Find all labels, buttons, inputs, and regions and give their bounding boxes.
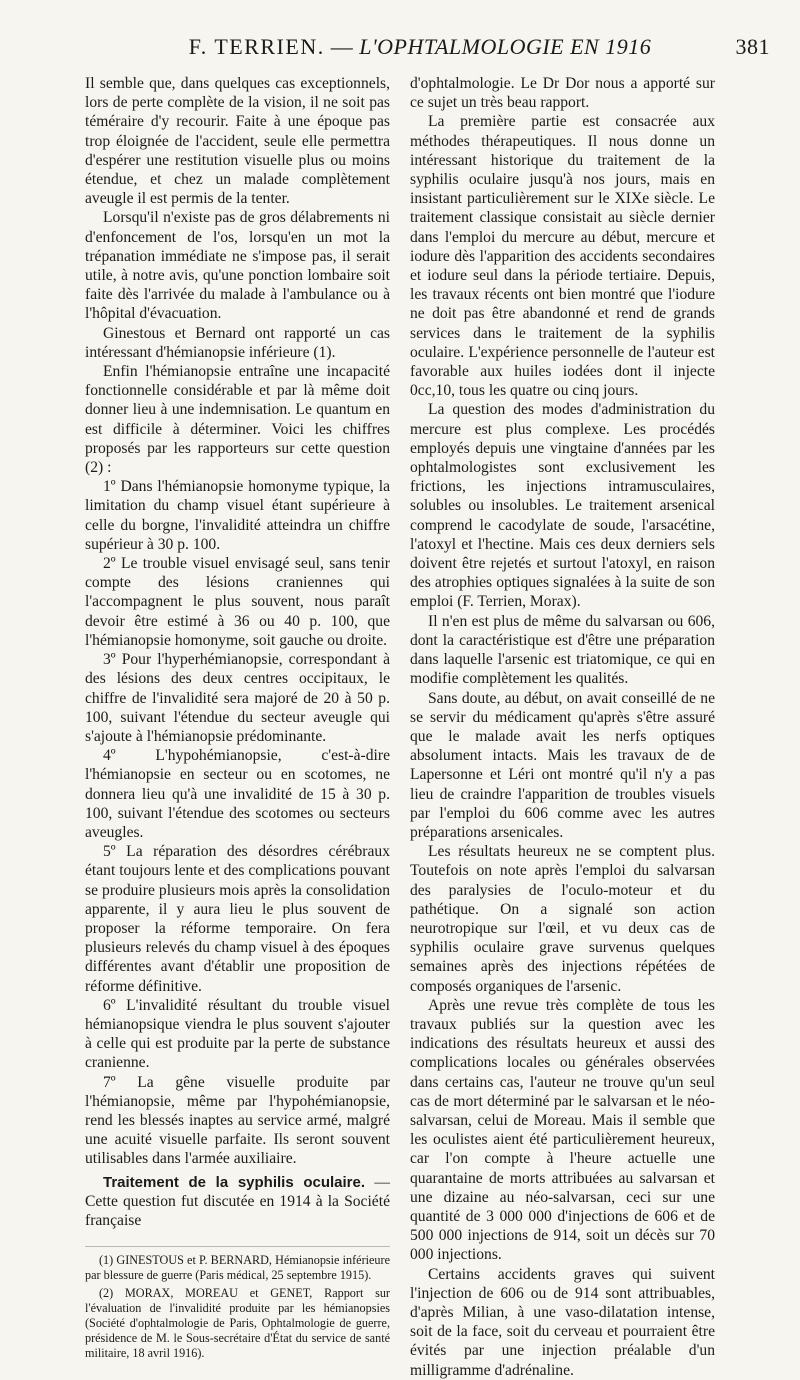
section-text: Cette question fut discutée en 1914 à la Société française <box>85 1192 390 1229</box>
header-dash: — <box>330 34 354 59</box>
paragraph: Ginestous et Bernard ont rapporté un cas intéressant d'hémianopsie inférieure (1). <box>85 324 390 361</box>
list-item: 4º L'hypohémianopsie, c'est-à-dire l'hémianopsie en secteur ou en scotomes, ne donnera lieu qu'à une invalidité de 15 à 30 p. 100, suivant l'étendue des scotomes ou secteurs aveugles. <box>85 747 390 841</box>
paragraph: Certains accidents graves qui suivent l'injection de 606 ou de 914 sont attribuables, d'après Milian, à une vaso-dilatation intense, soit de la face, soit du cerveau et pourraient être évités par une injection préalable d'un milligramme d'adrénaline. <box>410 1265 715 1379</box>
paragraph: Après une revue très complète de tous les travaux publiés sur la question avec les indications des résultats heureux et aussi des complications locales ou générales observées dans certains cas, l'auteur ne trouve qu'un seul cas de mort déterminé par le salvarsan et le néo-salvarsan, celui de Moreau. Mais il semble que les oculistes aient été particulièrement heureux, car l'on compte à l'heure actuelle une quarantaine de morts attribuées au salvarsan et une dizaine au néo-salvarsan, ceci sur une quantité de 3 000 000 d'injections de 606 et de 500 000 injections de 914, soit un décès sur 70 000 injections. <box>410 996 715 1264</box>
paragraph: d'ophtalmologie. Le Dr Dor nous a apporté sur ce sujet un très beau rapport. <box>410 75 715 112</box>
right-column <box>410 74 715 1380</box>
left-column <box>85 74 390 1364</box>
list-item: 2º Le trouble visuel envisagé seul, sans tenir compte des lésions craniennes qui l'accompagnent le plus souvent, nous paraît devoir être estimé à 36 ou 40 p. 100, que l'hémianopsie homonyme, soit gauche ou droite. <box>85 555 390 649</box>
list-item: 7º La gêne visuelle produite par l'hémianopsie, même par l'hypohémianopsie, rend les blessés inaptes au service armé, malgré une acuité visuelle parfaite. Ils seront souvent utilisables dans l'armée auxiliaire. <box>85 1073 390 1168</box>
footnote: (1) GINESTOUS et P. BERNARD, Hémianopsie inférieure par blessure de guerre (Paris médical, 25 septembre 1915). <box>85 1253 390 1283</box>
section-heading: Traitement de la syphilis oculaire. <box>103 1173 366 1191</box>
header-author: F. TERRIEN. <box>188 34 325 59</box>
paragraph: Il semble que, dans quelques cas exceptionnels, lors de perte complète de la vision, il ne soit pas téméraire d'y recourir. Faite à une époque pas trop éloignée de l'accident, seule elle permettra d'espérer une restitution visuelle plus ou moins étendue, et chez un malade complètement aveugle il est permis de la tenter. <box>85 75 390 208</box>
list-item: 6º L'invalidité résultant du trouble visuel hémianopsique viendra le plus souvent s'ajouter à celle qui est produite par la perte de substance cranienne. <box>85 996 390 1072</box>
paragraph: La question des modes d'administration du mercure est plus complexe. Les procédés employés depuis une vingtaine d'années par les ophtalmologistes sont exclusivement les frictions, les injections intramusculaires, solubles ou insolubles. Le traitement arsenical comprend le cacodylate de soude, l'arsacétine, l'atoxyl et l'hectine. Mais ces deux derniers sels doivent être rejetés et surtout l'atoxyl, en raison des atrophies optiques signalées à la suite de son emploi (F. Terrien, Morax). <box>410 401 715 611</box>
header-title <box>70 34 770 60</box>
paragraph: Les résultats heureux ne se comptent plus. Toutefois on note après l'emploi du salvarsan des paralysies de l'oculo-moteur et du pathétique. On a signalé son action neurotropique sur l'œil, et vu deux cas de syphilis oculaire grave survenus quelques semaines après des injections répétées de composés organiques de l'arsenic. <box>410 843 715 995</box>
footnote: (2) MORAX, MOREAU et GENET, Rapport sur l'évaluation de l'invalidité produite par les hémianopsies (Société d'ophtalmologie de Paris, Ophtalmologie de guerre, présidence de M. le Sous-secrétaire d'État du service de santé militaire, 18 avril 1916). <box>85 1285 390 1361</box>
header-subject: L'OPHTALMOLOGIE EN 1916 <box>359 34 652 59</box>
paragraph: La première partie est consacrée aux méthodes thérapeutiques. Il nous donne un intéressant historique du traitement de la syphilis oculaire jusqu'à nos jours, mais en insistant particulièrement sur le XIXe siècle. Le traitement classique consistait au siècle dernier dans l'emploi du mercure au début, mercure et iodure dès l'apparition des accidents secondaires et iodure seul dans la période tertiaire. Depuis, les travaux récents ont bien montré que l'iodure ne doit pas être abandonné et rend de grands services dans le traitement de la syphilis oculaire. L'expérience personnelle de l'auteur est favorable aux huiles iodées dont il injecte 0cc,10, tous les quatre ou cinq jours. <box>410 113 715 400</box>
paragraph: Sans doute, au début, on avait conseillé de ne se servir du médicament qu'après s'être assuré que le malade avait les nerfs optiques absolument intacts. Mais les travaux de de Lapersonne et Léri ont montré qu'il n'y a pas lieu de craindre l'apparition de troubles visuels par l'emploi du 606 comme avec les autres préparations arsenicales. <box>410 689 715 841</box>
list-item: 5º La réparation des désordres cérébraux étant toujours lente et des complications pouvant se produire plusieurs mois après la consolidation apparente, il y aura lieu le plus souvent de proposer la réforme temporaire. On fera plusieurs relevés du champ visuel à des époques différentes avant d'établir une proposition de réforme définitive. <box>85 843 390 995</box>
section-dash: — <box>365 1173 390 1191</box>
paragraph: Enfin l'hémianopsie entraîne une incapacité fonctionnelle considérable et par là même doit donner lieu à une indemnisation. Le quantum en est difficile à déterminer. Voici les chiffres proposés par les rapporteurs sur cette question (2) : <box>85 363 390 477</box>
paragraph: Il n'en est plus de même du salvarsan ou 606, dont la caractéristique est d'être une préparation dans laquelle l'arsenic est triatomique, ce qui en modifie complètement les qualités. <box>410 612 715 688</box>
running-header <box>70 34 770 70</box>
page-number: 381 <box>735 34 770 59</box>
list-item: 3º Pour l'hyperhémianopsie, correspondant à des lésions des deux centres occipitaux, le chiffre de l'invalidité sera majoré de 20 à 50 p. 100, suivant l'étendue du secteur aveugle qui s'ajoute à l'hémianopsie prédominante. <box>85 651 390 745</box>
section-paragraph <box>85 1173 390 1231</box>
footnotes <box>85 1246 390 1361</box>
paragraph: Lorsqu'il n'existe pas de gros délabrements ni d'enfoncement de l'os, lorsqu'en un mot la trépanation immédiate ne s'impose pas, il serait utile, à notre avis, qu'une ponction lombaire soit faite dès l'arrivée du malade à l'ambulance ou à l'hôpital d'évacuation. <box>85 209 390 323</box>
list-item: 1º Dans l'hémianopsie homonyme typique, la limitation du champ visuel étant supérieure à celle du borgne, l'invalidité atteindra un chiffre supérieur à 30 p. 100. <box>85 478 390 553</box>
